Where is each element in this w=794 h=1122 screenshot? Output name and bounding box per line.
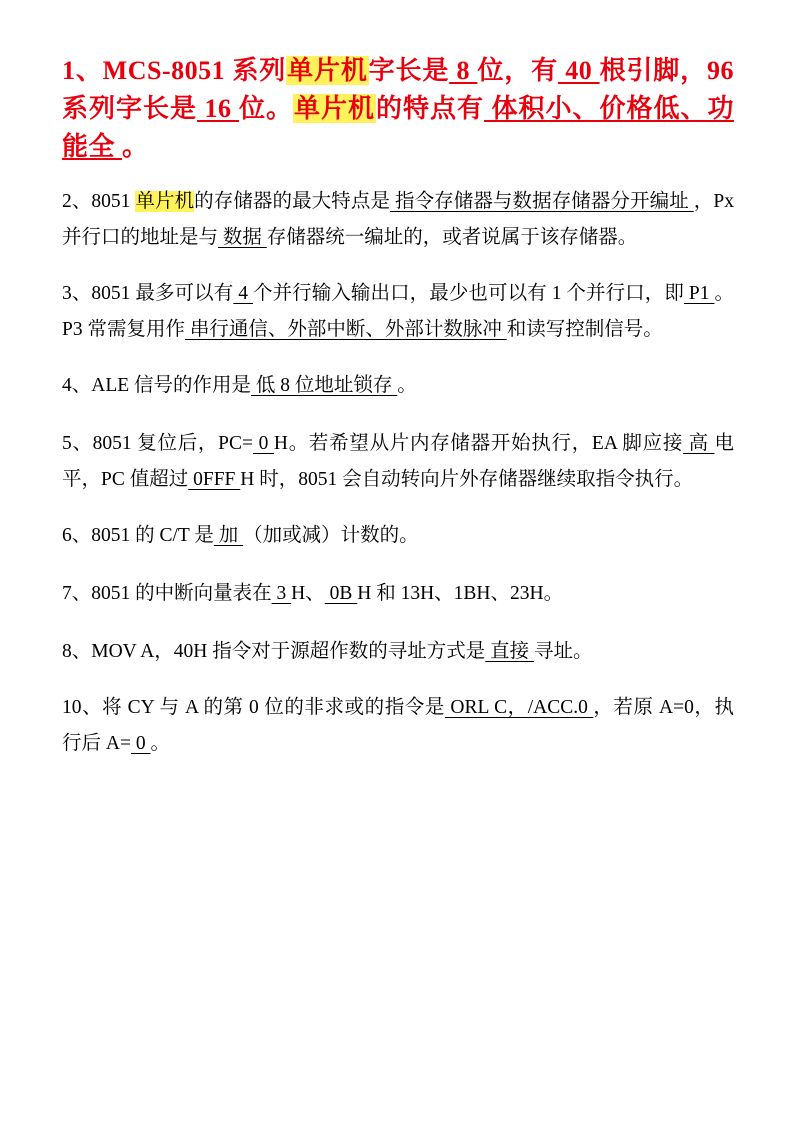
q7-text-part: 7、8051 的中断向量表在 [62, 583, 272, 604]
question-4 [62, 368, 734, 404]
q1-answer-1: 8 [449, 56, 478, 85]
q3-text-part: 3、8051 最多可以有 [62, 283, 234, 304]
q5-text-part: 电平，PC 值超过 [62, 433, 734, 490]
q3-answer-3: 串行通信、外部中断、外部计数脉冲 [184, 319, 507, 340]
q2-text-part: ，Px 并行口的地址是与 [62, 191, 734, 248]
question-6 [62, 518, 734, 554]
q6-text-part: （加或减）计数的。 [243, 525, 419, 546]
q6-answer-1: 加 [213, 525, 244, 546]
q1-text-part: 1、MCS-8051 系列 [62, 56, 287, 85]
q1-answer-3: 16 [197, 94, 239, 123]
q2-highlight-1: 单片机 [135, 191, 195, 212]
q7-answer-1: 3 [271, 583, 292, 604]
q1-text-part: 。 [122, 132, 149, 161]
q10-answer-1: ORL C，/ACC.0 [444, 697, 594, 718]
question-8 [62, 634, 734, 670]
q7-text-part: H 和 13H、1BH、23H。 [357, 583, 564, 604]
question-10 [62, 690, 734, 762]
q8-answer-1: 直接 [485, 641, 535, 662]
q6-text-part: 6、8051 的 C/T 是 [62, 525, 214, 546]
q3-text-part: 和读写控制信号。 [506, 319, 663, 340]
q1-text-part: 的特点有 [376, 94, 484, 123]
q8-text-part: 8、MOV A，40H 指令对于源超作数的寻址方式是 [62, 641, 486, 662]
q2-text-part: 2、8051 [62, 191, 136, 212]
q2-text-part: 存储器统一编址的，或者说属于该存储器。 [266, 227, 638, 248]
q2-answer-2: 数据 [218, 227, 267, 248]
q5-answer-1: 0 [252, 433, 274, 454]
q1-text-part: 字长是 [368, 56, 450, 85]
q4-text-part: 4、ALE 信号的作用是 [62, 375, 252, 396]
q7-text-part: H、 [291, 583, 325, 604]
q1-text-part: 位，有 [477, 56, 558, 85]
q1-highlight-1: 单片机 [287, 56, 368, 85]
q1-highlight-2: 单片机 [294, 94, 375, 123]
q1-answer-4: 体积小、价格低、功能全 [62, 94, 734, 161]
q5-text-part: H。若希望从片内存储器开始执行，EA 脚应接 [273, 433, 684, 454]
q8-text-part: 寻址。 [534, 641, 593, 662]
q1-answer-2: 40 [557, 56, 600, 85]
q1-text-part: 根引脚，96 系列字长是 [62, 56, 734, 123]
q3-answer-2: P1 [683, 283, 715, 304]
q5-answer-2: 高 [683, 433, 715, 454]
q10-text-part: 10、将 CY 与 A 的第 0 位的非求或的指令是 [62, 697, 445, 718]
q10-answer-2: 0 [130, 733, 151, 754]
q3-answer-1: 4 [233, 283, 253, 304]
q5-text-part: 5、8051 复位后，PC= [62, 433, 253, 454]
q3-text-part: 个并行输入输出口，最少也可以有 1 个并行口，即 [252, 283, 684, 304]
question-5 [62, 426, 734, 498]
q3-text-part: 。P3 常需复用作 [62, 283, 734, 340]
q7-answer-2: 0B [324, 583, 358, 604]
q10-text-part: ，若原 A=0，执行后 A= [62, 697, 734, 754]
q1-text-part: 位。 [239, 94, 293, 123]
question-2 [62, 184, 734, 256]
q2-text-part: 的存储器的最大特点是 [194, 191, 391, 212]
question-3 [62, 276, 734, 348]
q5-text-part: H 时，8051 会自动转向片外存储器继续取指令执行。 [240, 469, 694, 490]
q5-answer-3: 0FFF [188, 469, 241, 490]
q10-text-part: 。 [150, 733, 170, 754]
q2-answer-1: 指令存储器与数据存储器分开编址 [390, 191, 694, 212]
q4-text-part: 。 [397, 375, 417, 396]
question-1 [62, 52, 734, 166]
question-7 [62, 576, 734, 612]
q4-answer-1: 低 8 位地址锁存 [251, 375, 398, 396]
